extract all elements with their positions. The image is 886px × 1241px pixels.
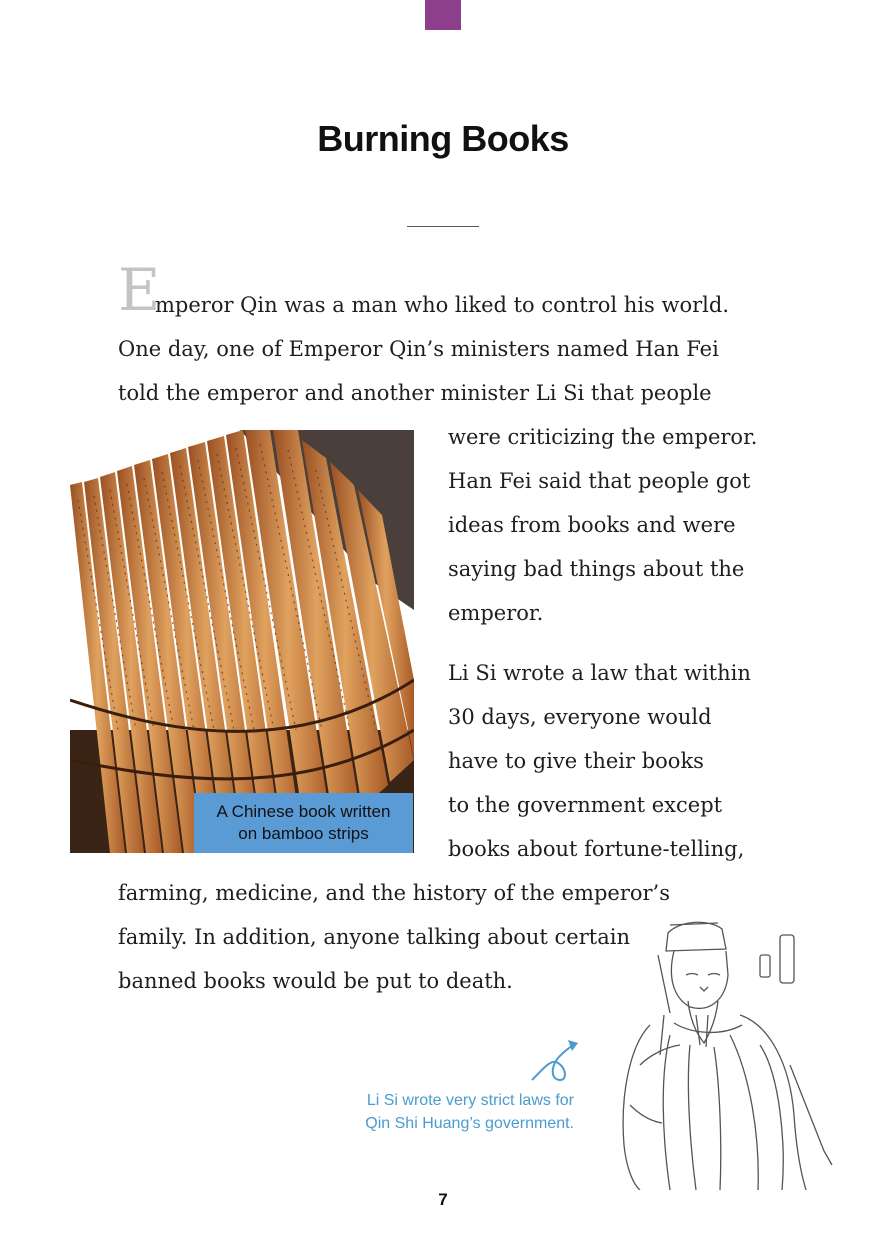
- body-line-9: Li Si wrote a law that within: [448, 661, 751, 685]
- body-line-7: saying bad things about the: [448, 557, 745, 581]
- li-si-caption-line-1: Li Si wrote very strict laws for: [366, 1092, 574, 1109]
- li-si-caption: [300, 1089, 574, 1135]
- body-line-4: were criticizing the emperor.: [448, 425, 758, 449]
- top-color-tab: [425, 0, 461, 30]
- body-line-11: have to give their books: [448, 749, 704, 773]
- page-title: Burning Books: [317, 118, 569, 159]
- title-divider: [407, 226, 479, 227]
- body-line-15: family. In addition, anyone talking about certain: [118, 925, 630, 949]
- body-line-14: farming, medicine, and the history of the emperor’s: [118, 881, 671, 905]
- li-si-caption-line-2: Qin Shi Huang’s government.: [365, 1115, 574, 1132]
- bamboo-caption-line-1: A Chinese book written: [216, 802, 391, 821]
- curved-arrow-icon: [528, 1036, 580, 1084]
- page-number: 7: [438, 1190, 448, 1209]
- body-line-16: banned books would be put to death.: [118, 969, 513, 993]
- body-line-13: books about fortune-telling,: [448, 837, 745, 861]
- drop-cap: E: [118, 256, 161, 324]
- bamboo-book-photo: [70, 430, 414, 853]
- bamboo-caption: [194, 793, 413, 853]
- body-line-12: to the government except: [448, 793, 723, 817]
- li-si-line-drawing: [610, 915, 840, 1190]
- body-line-2: One day, one of Emperor Qin’s ministers named Han Fei: [118, 337, 719, 361]
- body-line-8: emperor.: [448, 601, 544, 625]
- body-line-10: 30 days, everyone would: [448, 705, 712, 729]
- body-line-1: mperor Qin was a man who liked to control his world.: [155, 293, 729, 317]
- body-line-5: Han Fei said that people got: [448, 469, 751, 493]
- body-line-6: ideas from books and were: [448, 513, 736, 537]
- body-line-3: told the emperor and another minister Li Si that people: [118, 381, 712, 405]
- bamboo-caption-line-2: on bamboo strips: [238, 824, 369, 843]
